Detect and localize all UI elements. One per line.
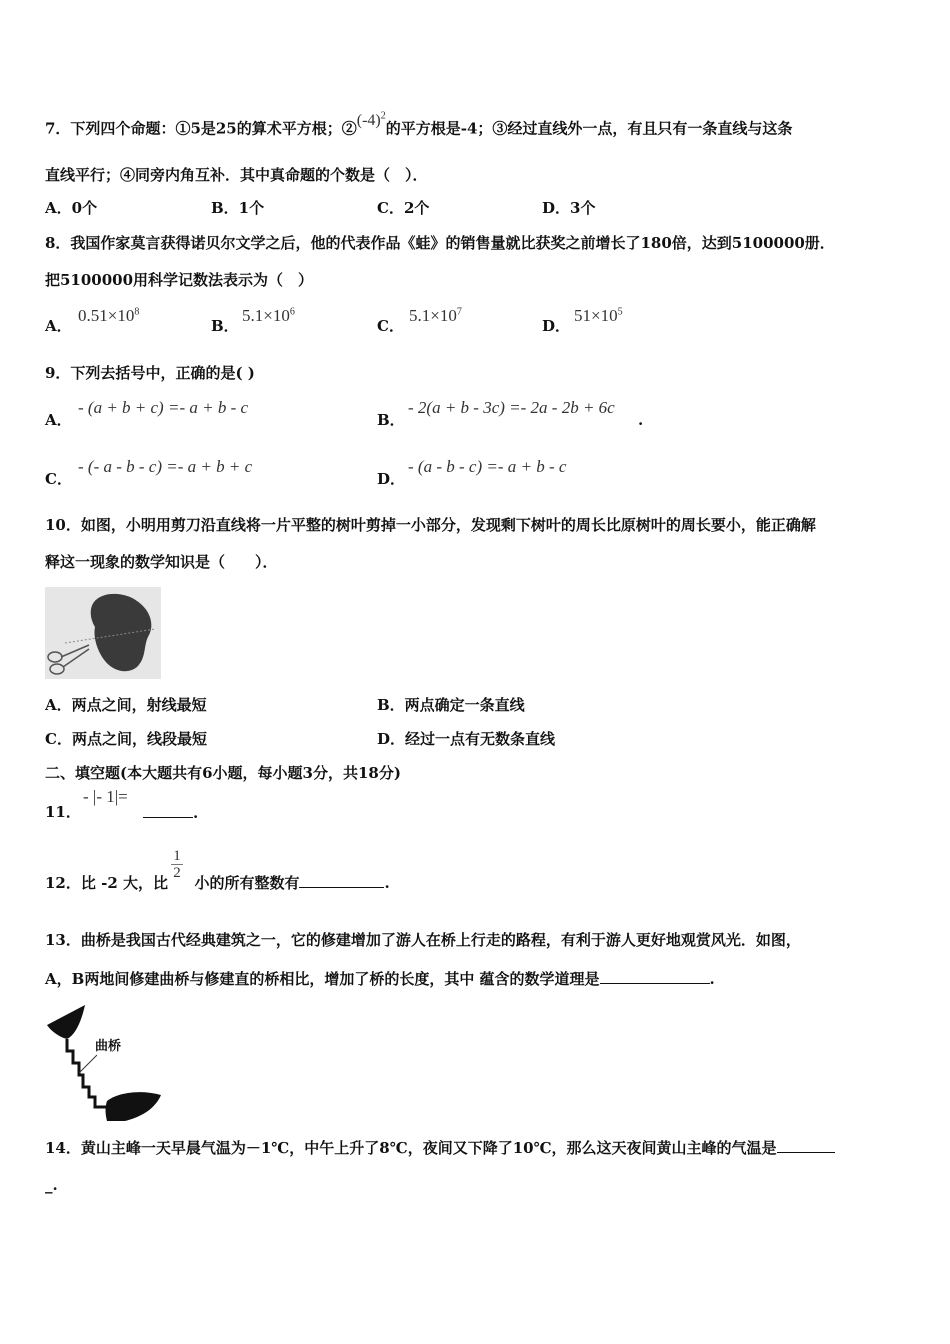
q12-blank[interactable] — [299, 873, 384, 888]
q11-expr: - |- 1|= — [83, 787, 128, 806]
q10-option-a: A．两点之间，射线最短 — [45, 696, 207, 714]
q7-base: (-4) — [356, 112, 381, 130]
bank-b-shape — [106, 1092, 162, 1121]
q9-b-suffix: . — [638, 411, 644, 429]
q8-base-d: 51×10 — [574, 306, 618, 325]
q8-label-c: C． — [377, 317, 404, 335]
q8-label-b: B． — [211, 317, 239, 335]
q13-end: . — [709, 970, 715, 988]
q10-option-c: C．两点之间，线段最短 — [45, 730, 207, 748]
q9-option-a: - (a + b + c) =- a + b - c — [78, 398, 249, 417]
q11-number: 11． — [45, 803, 81, 821]
curved-bridge-figure — [45, 1003, 165, 1123]
q7-exp: 2 — [380, 111, 386, 122]
q9-label-a: A． — [45, 411, 72, 429]
q8-option-a — [78, 306, 139, 326]
q9-stem: 9．下列去括号中，正确的是( ) — [45, 364, 255, 382]
q8-exp-d: 5 — [617, 306, 623, 318]
q7-line2: 直线平行；④同旁内角互补．其中真命题的个数是（ ）． — [45, 166, 428, 184]
q9-label-c: C． — [45, 470, 72, 488]
q12-fraction — [171, 848, 183, 881]
q12-end: . — [384, 874, 390, 892]
q8-option-d — [574, 306, 623, 326]
q7-text-a: 7．下列四个命题：①5是25的算术平方根；② — [45, 119, 357, 138]
q12-line — [45, 873, 390, 892]
q14-line1 — [45, 1138, 835, 1157]
q12-numerator: 1 — [173, 848, 181, 864]
q13-text: A，B两地间修建曲桥与修建直的桥相比，增加了桥的长度，其中 蕴含的数学道理是 — [45, 970, 600, 988]
q13-line2 — [45, 969, 715, 988]
q9-label-b: B． — [377, 411, 405, 429]
q8-option-b — [242, 306, 295, 326]
q8-exp-a: 8 — [134, 306, 140, 318]
q14-text: 14．黄山主峰一天早晨气温为－1℃，中午上升了8℃，夜间又下降了10℃，那么这天夜间黄山主峰的气温是 — [45, 1139, 777, 1157]
q8-option-c — [409, 306, 462, 326]
leaf-scissors-figure — [45, 587, 161, 679]
q14-line2: _. — [45, 1176, 58, 1194]
q11-answer[interactable] — [143, 803, 198, 822]
q10-line1: 10．如图，小明用剪刀沿直线将一片平整的树叶剪掉一小部分，发现剩下树叶的周长比原树叶的周长要小，能正确解 — [45, 516, 816, 534]
q8-label-a: A． — [45, 317, 72, 335]
q13-blank[interactable] — [600, 969, 710, 984]
q10-option-d: D．经过一点有无数条直线 — [377, 730, 556, 748]
q10-line2: 释这一现象的数学知识是（ ）． — [45, 553, 278, 571]
q7-option-a: A．0个 — [45, 199, 98, 217]
q12-denominator: 2 — [171, 864, 183, 881]
q13-line1: 13．曲桥是我国古代经典建筑之一，它的修建增加了游人在桥上行走的路程，有利于游人更好地观赏风光．如图， — [45, 931, 801, 949]
section-heading: 二、填空题(本大题共有6小题，每小题3分，共18分) — [45, 764, 401, 782]
q8-line2: 把5100000用科学记数法表示为（ ） — [45, 271, 314, 289]
q8-label-d: D． — [542, 317, 571, 335]
q9-option-c: - (- a - b - c) =- a + b + c — [78, 457, 253, 476]
q8-line1: 8．我国作家莫言获得诺贝尔文学之后，他的代表作品《蛙》的销售量就比获奖之前增长了180倍，达到5100000册． — [45, 234, 835, 252]
bridge-label: 曲桥 — [95, 1039, 122, 1054]
bank-a-shape — [47, 1005, 85, 1039]
q8-base-a: 0.51×10 — [78, 306, 135, 325]
q8-exp-c: 7 — [456, 306, 462, 318]
q7-expr — [357, 112, 386, 129]
q7-option-c: C．2个 — [377, 199, 430, 217]
q14-blank[interactable] — [777, 1138, 835, 1153]
q8-base-c: 5.1×10 — [409, 306, 457, 325]
q8-base-b: 5.1×10 — [242, 306, 290, 325]
q7-option-d: D．3个 — [542, 199, 596, 217]
q9-label-d: D． — [377, 470, 406, 488]
q7-line1 — [45, 111, 793, 138]
q9-option-b: - 2(a + b - 3c) =- 2a - 2b + 6c — [408, 398, 615, 417]
q10-option-b: B．两点确定一条直线 — [377, 696, 525, 714]
q8-exp-b: 6 — [289, 306, 295, 318]
q11-end: . — [193, 804, 199, 822]
q12-text-a: 12．比 -2 大，比 — [45, 874, 168, 892]
q11-blank[interactable] — [143, 803, 193, 818]
q9-option-d: - (a - b - c) =- a + b - c — [408, 457, 567, 476]
q7-text-b: 的平方根是-4；③经过直线外一点，有且只有一条直线与这条 — [385, 119, 793, 138]
q12-text-b: 小的所有整数有 — [194, 874, 300, 892]
q7-option-b: B．1个 — [211, 199, 265, 217]
